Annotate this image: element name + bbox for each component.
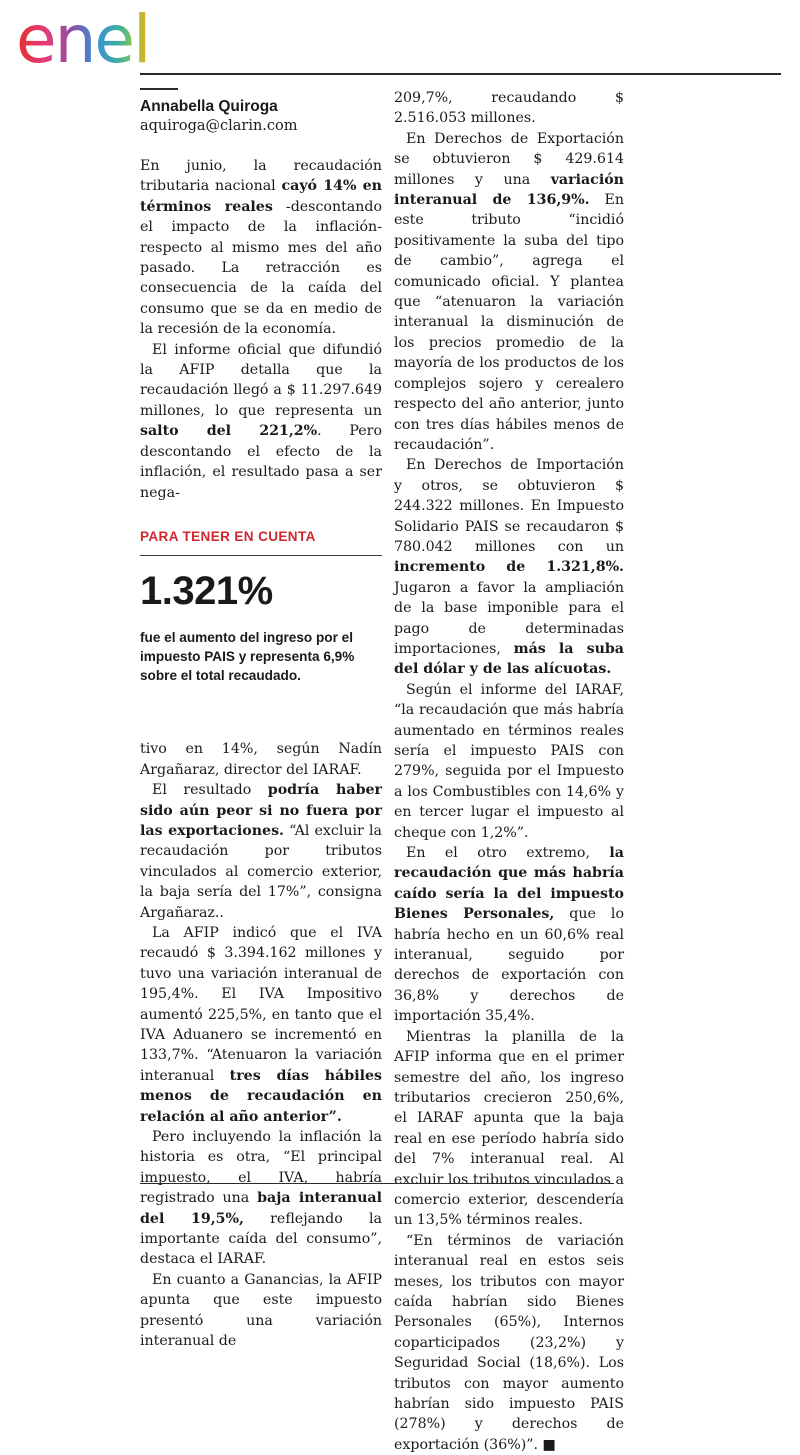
paragraph-11: Según el informe del IARAF, “la recaudación que más habría aumentado en términos reales sería el impuesto PAIS con 279%, seguida por el Impuesto a los Combustibles con 14,6% y en tercer lugar el impuesto al cheque con 1,2%”. (394, 681, 624, 841)
paragraph-1: En junio, la recaudación tributaria nacional cayó 14% en términos reales -descontando el impacto de la inflación- respecto al mismo mes del año pasado. La retracción es consecuencia de la caída del consumo que se da en medio de la recesión de la economía. (140, 158, 382, 338)
paragraph-10: En Derechos de Importación y otros, se obtuvieron $ 244.322 millones. En Impuesto Solidario PAIS se recaudaron $ 780.042 millones con un incremento de 1.321,8%. Jugaron a favor la ampliación de la base imponible para el pago de determinadas importaciones, más la suba del dólar y de las alícuotas. (394, 457, 624, 678)
paragraph-6: Pero incluyendo la inflación la historia es otra, “El principal impuesto, el IVA, habría registrado una baja interanual del 19,5%, reflejando la importante caída del consumo”, destaca el IARAF. (140, 1129, 383, 1268)
paragraph-8: 209,7%, recaudando $ 2.516.053 millones. (394, 90, 624, 127)
sidebar-heading: PARA TENER EN CUENTA (140, 527, 382, 556)
paragraph-3: tivo en 14%, según Nadín Argañaraz, director del IARAF. (140, 741, 382, 778)
paragraph-13: Mientras la planilla de la AFIP informa que en el primer semestre del año, los ingreso tributarios crecieron 250,6%, el IARAF apunta que la baja real en ese período habría sido del 7% interanual real. Al excluir los tributos vinculados a comercio exterior, descendería un 13,5% términos reales. (394, 1028, 624, 1229)
paragraph-9: En Derechos de Exportación se obtuvieron $ 429.614 millones y una variación interanual de 136,9%. En este tributo “incidió positivamente la suba del tipo de cambio”, agrega el comunicado oficial. Y plantea que “atenuaron la variación interanual la disminución de los precios promedio de la mayoría de los productos de los complejos sojero y cerealero respecto del año anterior, junto con tres días hábiles menos de recaudación”. (394, 130, 624, 453)
author-name: Annabella Quiroga (140, 98, 278, 115)
sidebar-caption: fue el aumento del ingreso por el impuesto PAIS y representa 6,9% sobre el total recaudado. (140, 630, 355, 684)
byline-rule (140, 88, 178, 90)
paragraph-5: La AFIP indicó que el IVA recaudó $ 3.394.162 millones y tuvo una variación interanual de 195,4%. El IVA Impositivo aumentó 225,5%, en tanto que el IVA Aduanero se incrementó en 133,7%. “Atenuaron la variación interanual tres días hábiles menos de recaudación en relación al año anterior”. (140, 924, 382, 1125)
paragraph-14: “En términos de variación interanual real en estos seis meses, los tributos con mayor caída habrían sido Bienes Personales (65%), Internos coparticipados (23,2%) y Seguridad Social (18,6%). Los tributos con mayor aumento habrían sido impuesto PAIS (278%) y derechos de exportación (36%)”. ■ (394, 1232, 624, 1453)
header-rule (140, 73, 781, 75)
footer-rule (140, 1183, 614, 1184)
sidebar-big-number: 1.321% (140, 569, 273, 614)
paragraph-2: El informe oficial que difundió la AFIP detalla que la recaudación llegó a $ 11.297.649 millones, lo que representa un salto del 221,2%. Pero descontando el efecto de la inflación, el resultado pasa a ser nega- (140, 341, 382, 501)
paragraph-7: En cuanto a Ganancias, la AFIP apunta que este impuesto presentó una variación interanual de (140, 1271, 382, 1350)
paragraph-12: En el otro extremo, la recaudación que más habría caído sería la del impuesto Bienes Personales, que lo habría hecho en un 60,6% real interanual, seguido por derechos de exportación con 36,8% y derechos de importación 35,4%. (394, 845, 625, 1025)
author-email: aquiroga@clarin.com (140, 118, 298, 134)
article-column-left (140, 88, 382, 1352)
enel-logo (14, 8, 189, 70)
end-mark: ■ (542, 1436, 556, 1453)
sidebar-box (140, 527, 382, 719)
enel-logo-text: enel (16, 8, 150, 70)
paragraph-4: El resultado podría haber sido aún peor si no fuera por las exportaciones. “Al excluir la recaudación por tributos vinculados al comercio exterior, la baja sería del 17%”, consigna Argañaraz.. (140, 782, 382, 921)
article-column-right (394, 88, 624, 1455)
